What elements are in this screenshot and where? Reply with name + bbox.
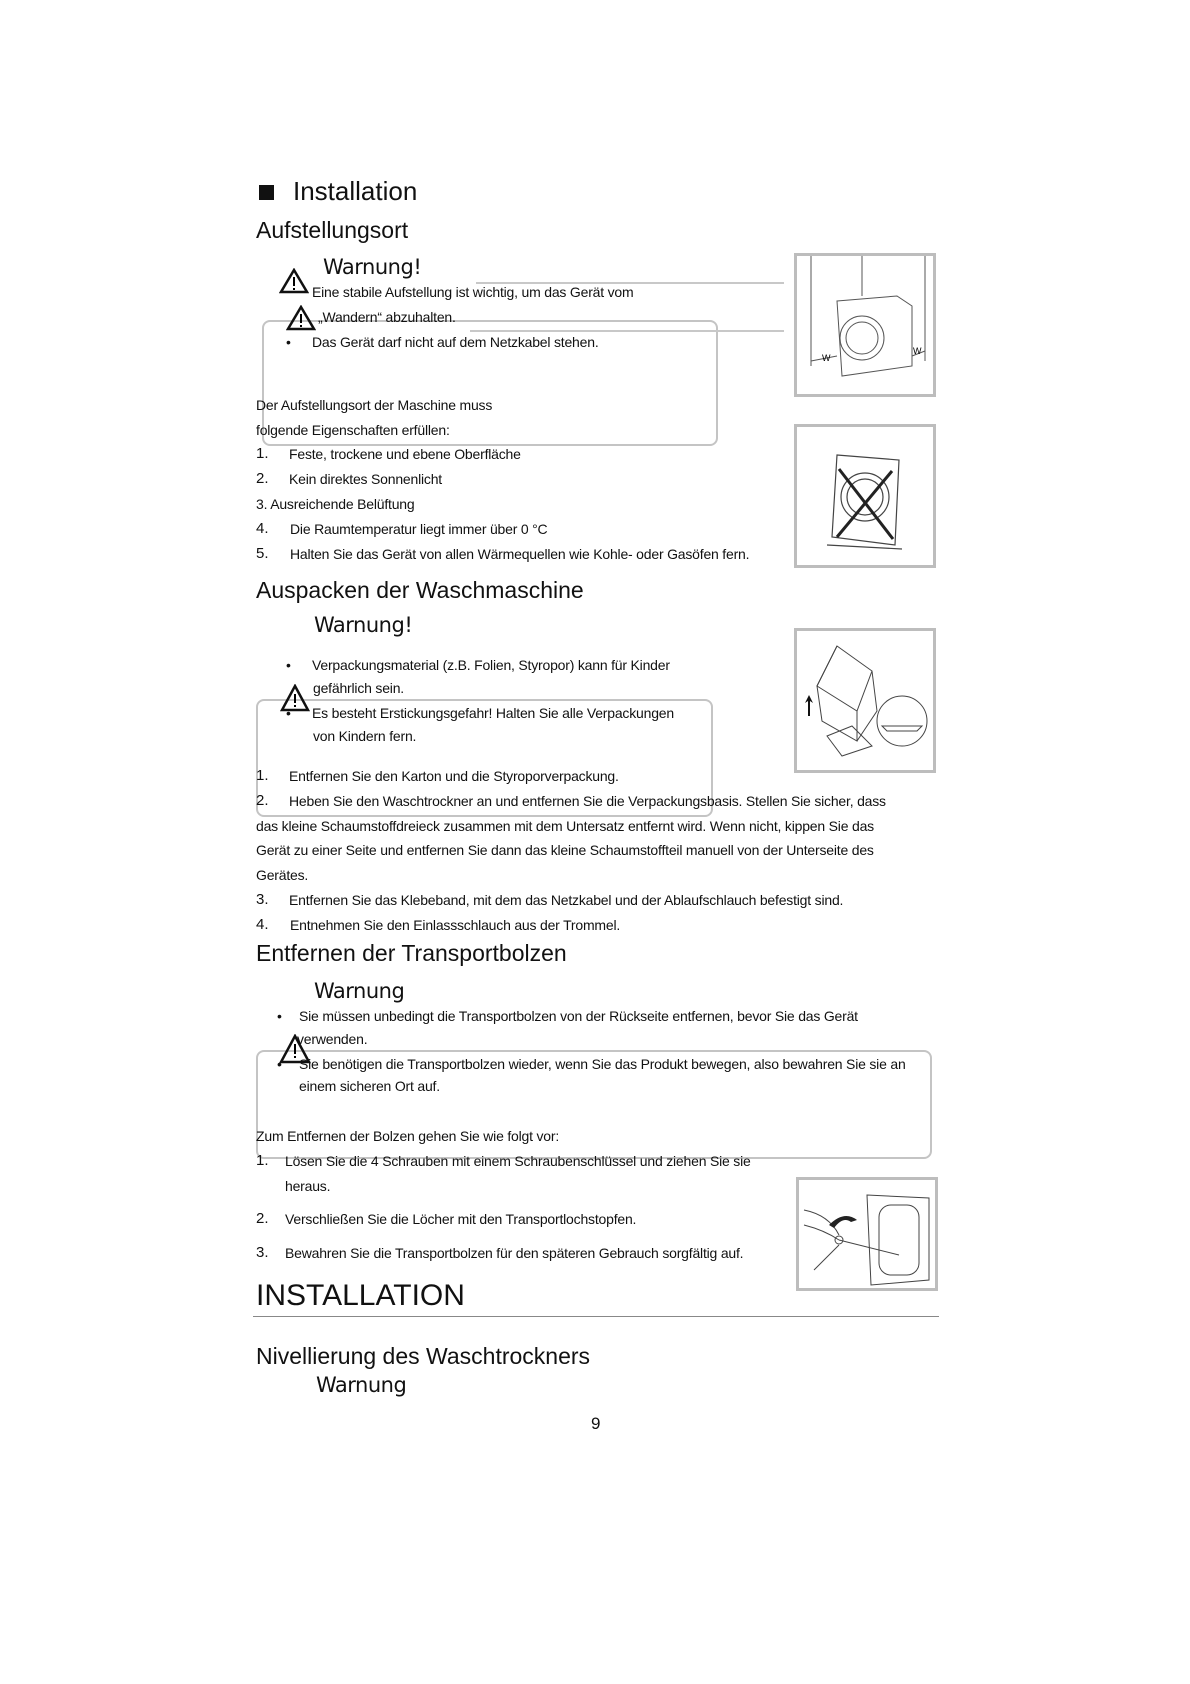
- list-item: Bewahren Sie die Transportbolzen für den späteren Gebrauch sorgfältig auf.: [285, 1245, 744, 1261]
- clearance-label: W: [913, 346, 922, 356]
- list-number: 3.: [256, 1244, 269, 1261]
- section-title: Installation: [293, 176, 418, 206]
- warning-text: Eine stabile Aufstellung ist wichtig, um das Gerät vom: [312, 284, 634, 300]
- warning-triangle-icon: [280, 684, 310, 712]
- heading-nivellierung: Nivellierung des Waschtrockners: [256, 1343, 591, 1369]
- illustration-unpacking: [794, 628, 936, 773]
- warning-text: Sie benötigen die Transportbolzen wieder, wenn Sie das Produkt bewegen, also bewahren Sie sie an: [299, 1056, 906, 1072]
- list-number: 4.: [256, 520, 269, 537]
- list-number: 1.: [256, 1152, 269, 1169]
- bullet: •: [277, 1056, 282, 1072]
- list-item-continued: Gerät zu einer Seite und entfernen Sie dann das kleine Schaumstoffteil manuell von der Unterseite des: [256, 842, 874, 858]
- frame-line: [470, 330, 784, 332]
- heading-transportbolzen: Entfernen der Transportbolzen: [256, 940, 567, 966]
- heading-auspacken: Auspacken der Waschmaschine: [256, 577, 584, 603]
- warning-text: verwenden.: [297, 1031, 368, 1047]
- warning-label: Warnung: [314, 979, 405, 1003]
- list-number: 4.: [256, 916, 269, 933]
- list-number: 5.: [256, 545, 269, 562]
- warning-text: Verpackungsmaterial (z.B. Folien, Styropor) kann für Kinder: [312, 657, 670, 673]
- list-item: Halten Sie das Gerät von allen Wärmequellen wie Kohle- oder Gasöfen fern.: [290, 546, 750, 562]
- list-number: 2.: [256, 1210, 269, 1227]
- list-item: Feste, trockene und ebene Oberfläche: [289, 446, 521, 462]
- illustration-washer-clearance: [794, 253, 936, 397]
- list-item: Kein direktes Sonnenlicht: [289, 471, 442, 487]
- bullet: •: [286, 705, 291, 721]
- list-item-continued: Gerätes.: [256, 867, 309, 883]
- list-number: 1.: [256, 445, 269, 462]
- warning-text: gefährlich sein.: [313, 680, 404, 696]
- warning-text: Sie müssen unbedingt die Transportbolzen von der Rückseite entfernen, bevor Sie das Gerät: [299, 1008, 858, 1024]
- list-item: Heben Sie den Waschtrockner an und entfernen Sie die Verpackungsbasis. Stellen Sie sicher, dass: [289, 793, 886, 809]
- list-item: Lösen Sie die 4 Schrauben mit einem Schraubenschlüssel und ziehen Sie sie: [285, 1153, 751, 1169]
- bullet: •: [286, 334, 291, 350]
- section-divider: [253, 1316, 939, 1317]
- list-item: Entfernen Sie das Klebeband, mit dem das Netzkabel und der Ablaufschlauch befestigt sind.: [289, 892, 844, 908]
- page-number: 9: [591, 1414, 601, 1433]
- illustration-tilted-washer: [794, 424, 936, 568]
- warning-triangle-icon: [279, 268, 309, 294]
- list-number: 2.: [256, 792, 269, 809]
- warning-text: Das Gerät darf nicht auf dem Netzkabel stehen.: [312, 334, 599, 350]
- warning-text: einem sicheren Ort auf.: [299, 1078, 440, 1094]
- list-item: Die Raumtemperatur liegt immer über 0 °C: [290, 521, 548, 537]
- list-item-continued: heraus.: [285, 1178, 331, 1194]
- list-item: 3. Ausreichende Belüftung: [256, 496, 415, 512]
- heading-aufstellungsort: Aufstellungsort: [256, 217, 409, 243]
- list-item: Verschließen Sie die Löcher mit den Transportlochstopfen.: [285, 1211, 637, 1227]
- list-item-continued: das kleine Schaumstoffdreieck zusammen mit dem Untersatz entfernt wird. Wenn nicht, kippen Sie das: [256, 818, 874, 834]
- paragraph: folgende Eigenschaften erfüllen:: [256, 422, 450, 438]
- paragraph: Zum Entfernen der Bolzen gehen Sie wie folgt vor:: [256, 1128, 560, 1144]
- warning-label: Warnung!: [314, 613, 413, 637]
- paragraph: Der Aufstellungsort der Maschine muss: [256, 397, 493, 413]
- list-number: 2.: [256, 470, 269, 487]
- illustration-transport-bolts: [796, 1177, 938, 1291]
- warning-text: Es besteht Erstickungsgefahr! Halten Sie alle Verpackungen: [312, 705, 674, 721]
- bullet: •: [277, 1008, 282, 1024]
- list-item: Entfernen Sie den Karton und die Styroporverpackung.: [289, 768, 619, 784]
- warning-text: „Wandern“ abzuhalten.: [318, 309, 456, 325]
- warning-triangle-icon: [286, 305, 316, 331]
- section-title-installation: INSTALLATION: [256, 1279, 465, 1312]
- list-number: 1.: [256, 767, 269, 784]
- list-item: Entnehmen Sie den Einlassschlauch aus der Trommel.: [290, 917, 621, 933]
- section-bullet-square: [259, 185, 274, 200]
- warning-label: Warnung: [316, 1373, 407, 1397]
- warning-text: von Kindern fern.: [313, 728, 417, 744]
- clearance-label: W: [822, 353, 831, 363]
- bullet: •: [286, 657, 291, 673]
- list-number: 3.: [256, 891, 269, 908]
- warning-label: Warnung!: [323, 255, 422, 279]
